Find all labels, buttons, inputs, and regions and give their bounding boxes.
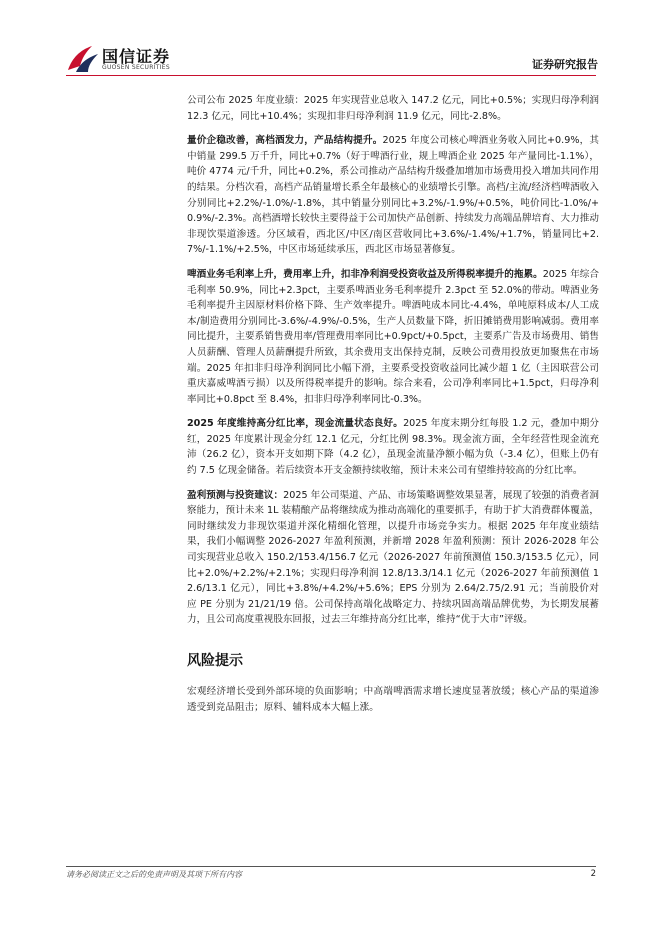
paragraph-heading: 盈利预测与投资建议： — [187, 489, 284, 501]
page-number: 2 — [590, 869, 596, 879]
risk-section-title: 风险提示 — [187, 653, 243, 669]
paragraph-heading: 啤酒业务毛利率上升，费用率上升，扣非净利润受投资收益及所得税率提升的拖累。 — [187, 268, 543, 280]
paragraph-volume-price — [187, 133, 599, 258]
paragraph-heading: 量价企稳改善，高档酒发力，产品结构提升。 — [187, 135, 383, 147]
footer-divider — [66, 866, 596, 867]
paragraph-text: 2025 年公司渠道、产品、市场策略调整效果显著，展现了较强的消费者洞察能力，预计未来 1L 装精酿产品将继续成为推动高端化的重要抓手，有助于扩大消费群体覆盖，同时继续发力非现饮渠道并深化精细化管理，以提升市场竞争实力。根据 2025 年年度业绩结果，我们小幅调整 2026-2027 年盈利预测，并新增 2028 年盈利预测：预计 2026-2028 年公司实现营业总收入 150.2/153.4/156.7 亿元（2026-2027 年前预测值 150.3/153.5 亿元），同比+2.0%/+2.2%/+2.1%；实现归母净利润 12.8/13.3/14.1 亿元（2026-2027 年前预测值 12.6/13.1 亿元），同比+3.8%/+4.2%/+5.6%；EPS 分别为 2.64/2.75/2.91 元；当前股价对应 PE 分别为 21/21/19 倍。公司保持高端化战略定力、持续巩固高端品牌优势，为长期发展蓄力，且公司高度重视股东回报，过去三年维持高分红比率，维持“优于大市”评级。 — [187, 489, 600, 626]
paragraph-text: 2025 年综合毛利率 50.9%，同比+2.3pct，主要系啤酒业务毛利率提升 2.3pct 至 52.0%的带动。啤酒业务毛利率提升主因原材料价格下降、生产效率提升。啤酒吨成本同比-4.4%，单吨原料成本/人工成本/制造费用分别同比-3.6%/-4.9%/-0.5%，生产人员数量下降，折旧摊销费用影响减弱。费用率同比提升，主要系销售费用率/管理费用率同比+0.9pct/+0.5pct，主要系广告及市场费用、销售人员薪酬、管理人员薪酬提升所致，其余费用支出保持克制，反映公司费用投放更加聚焦在市场端。2025 年扣非归母净利润同比小幅下滑，主要系受投资收益同比减少超 1 亿（主因联营公司重庆嘉威啤酒亏损）以及所得税率提升的影响。综合来看，公司净利率同比+1.5pct，归母净利率同比+0.8pct 至 8.4%，扣非归母净利率同比-0.3%。 — [187, 268, 600, 405]
paragraph-forecast-rating — [187, 488, 599, 628]
logo-english-name: GUOSEN SECURITIES — [102, 64, 171, 71]
paragraph-annual-results — [187, 93, 599, 124]
footer-disclaimer: 请务必阅读正文之后的免责声明及其项下所有内容 — [66, 870, 242, 879]
paragraph-heading: 2025 年度维持高分红比率，现金流量状态良好。 — [187, 418, 404, 430]
logo-chinese-name: 国信证券 — [102, 47, 171, 66]
paragraph-risk — [187, 684, 599, 715]
main-content — [187, 93, 599, 724]
paragraph-text: 2025 年度末期分红每股 1.2 元，叠加中期分红，2025 年度累计现金分红 12.1 亿元，分红比例 98.3%。现金流方面，全年经营性现金流充沛（26.2 亿），资本开支如期下降（4.2 亿），虽现金流量净额小幅为负（-3.4 亿），但账上仍有约 7.5 亿现金储备。若后续资本开支金额持续收缩，预计未来公司有望维持较高的分红比率。 — [187, 418, 599, 477]
paragraph-text: 宏观经济增长受到外部环境的负面影响；中高端啤酒需求增长速度显著放缓；核心产品的渠道渗透受到竞品阻击；原料、辅料成本大幅上涨。 — [187, 686, 599, 713]
paragraph-margin-expense — [187, 267, 599, 407]
header-divider — [66, 75, 596, 76]
paragraph-dividend-cashflow — [187, 416, 599, 478]
paragraph-text: 公司公布 2025 年度业绩：2025 年实现营业总收入 147.2 亿元，同比+0.5%；实现归母净利润 12.3 亿元，同比+10.4%；实现扣非归母净利润 11.9 亿元，同比-2.8%。 — [187, 95, 599, 122]
report-type-label: 证券研究报告 — [532, 58, 598, 71]
page-header — [0, 0, 662, 80]
guosen-logo-icon — [66, 44, 100, 74]
paragraph-text: 2025 年度公司核心啤酒业务收入同比+0.9%，其中销量 299.5 万千升，同比+0.7%（好于啤酒行业，规上啤酒企业 2025 年产量同比-1.1%），吨价 4774 元/千升，同比+0.2%，系公司推动产品结构升级叠加增加市场费用投入增加共同作用的结果。分档次看，高档产品销量增长系全年最核心的业绩增长引擎。高档/主流/经济档啤酒收入分别同比+2.2%/-1.0%/-1.8%，其中销量分别同比+3.2%/-1.9%/+0.5%，吨价同比-1.0%/+0.9%/-2.3%。高档酒增长较快主要得益于公司加快产品创新、持续发力高端品牌培育、大力推动非现饮渠道渗透。分区域看，西北区/中区/南区营收同比+3.6%/-1.4%/+1.7%，销量同比+2.7%/-1.1%/+2.5%，中区市场延续承压，西北区市场显著修复。 — [187, 135, 599, 256]
